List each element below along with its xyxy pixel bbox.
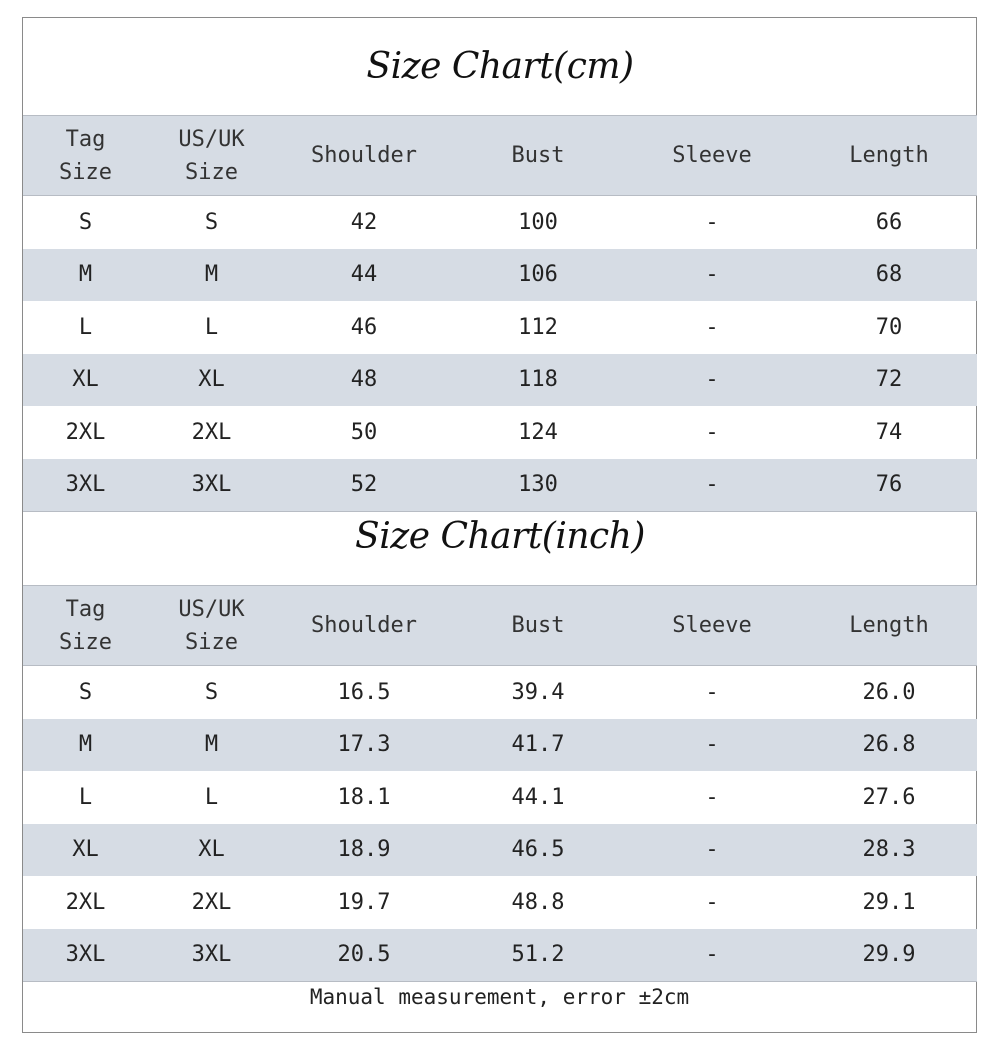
table-row bbox=[23, 354, 977, 407]
shoulder-cell: 18.1 bbox=[337, 784, 391, 810]
sleeve-cell: - bbox=[705, 419, 719, 445]
table-row bbox=[23, 459, 977, 512]
table-header-row bbox=[23, 116, 977, 196]
inch-size-table bbox=[23, 585, 977, 982]
tag-size-cell: M bbox=[23, 719, 148, 772]
bust-cell: 130 bbox=[453, 459, 623, 512]
header-sleeve: Sleeve bbox=[623, 116, 801, 196]
tag-size-cell: L bbox=[78, 314, 93, 340]
length-cell: 76 bbox=[801, 459, 977, 512]
us-uk-size-cell: L bbox=[204, 314, 219, 340]
header-shoulder: Shoulder bbox=[275, 116, 453, 196]
header-bust: Bust bbox=[453, 116, 623, 196]
tag-size-cell: M bbox=[23, 249, 148, 302]
tag-size-cell: 3XL bbox=[23, 459, 148, 512]
us-uk-size-cell: XL bbox=[148, 824, 275, 877]
table-row bbox=[23, 824, 977, 877]
length-cell: 68 bbox=[801, 249, 977, 302]
length-cell: 72 bbox=[801, 354, 977, 407]
shoulder-cell: 42 bbox=[350, 209, 378, 235]
tag-size-cell: S bbox=[78, 679, 93, 705]
length-cell: 66 bbox=[875, 209, 903, 235]
table-row bbox=[23, 196, 977, 249]
us-uk-size-cell: S bbox=[204, 679, 219, 705]
sleeve-cell: - bbox=[623, 354, 801, 407]
header-us-uk-size: US/UK Size bbox=[148, 116, 275, 196]
shoulder-cell: 18.9 bbox=[275, 824, 453, 877]
us-uk-size-cell: 2XL bbox=[191, 889, 232, 915]
tag-size-cell: 2XL bbox=[65, 889, 106, 915]
sleeve-cell: - bbox=[623, 824, 801, 877]
shoulder-cell: 48 bbox=[275, 354, 453, 407]
cm-chart-title: Size Chart(cm) bbox=[366, 46, 634, 87]
us-uk-size-cell: S bbox=[204, 209, 219, 235]
sleeve-cell: - bbox=[705, 314, 719, 340]
shoulder-cell: 17.3 bbox=[275, 719, 453, 772]
inch-chart-title: Size Chart(inch) bbox=[355, 516, 645, 557]
cm-size-table bbox=[23, 115, 977, 512]
sleeve-cell: - bbox=[705, 209, 719, 235]
sleeve-cell: - bbox=[705, 679, 719, 705]
table-row bbox=[23, 719, 977, 772]
table-row bbox=[23, 406, 977, 459]
length-cell: 26.8 bbox=[801, 719, 977, 772]
tag-size-cell: 2XL bbox=[65, 419, 106, 445]
length-cell: 29.9 bbox=[801, 929, 977, 982]
bust-cell: 100 bbox=[518, 209, 558, 235]
shoulder-cell: 16.5 bbox=[337, 679, 391, 705]
us-uk-size-cell: 3XL bbox=[148, 929, 275, 982]
shoulder-cell: 50 bbox=[350, 419, 378, 445]
sleeve-cell: - bbox=[623, 929, 801, 982]
header-us-uk-size: US/UK Size bbox=[148, 586, 275, 666]
us-uk-size-cell: M bbox=[148, 719, 275, 772]
sleeve-cell: - bbox=[705, 889, 719, 915]
length-cell: 70 bbox=[875, 314, 903, 340]
bust-cell: 44.1 bbox=[511, 784, 565, 810]
tag-size-cell: XL bbox=[23, 824, 148, 877]
us-uk-size-cell: 2XL bbox=[191, 419, 232, 445]
table-row bbox=[23, 876, 977, 929]
length-cell: 26.0 bbox=[862, 679, 916, 705]
length-cell: 74 bbox=[875, 419, 903, 445]
table-header-row bbox=[23, 586, 977, 666]
tag-size-cell: XL bbox=[23, 354, 148, 407]
tag-size-cell: S bbox=[78, 209, 93, 235]
shoulder-cell: 20.5 bbox=[275, 929, 453, 982]
sleeve-cell: - bbox=[623, 459, 801, 512]
shoulder-cell: 46 bbox=[350, 314, 378, 340]
table-row bbox=[23, 301, 977, 354]
us-uk-size-cell: XL bbox=[148, 354, 275, 407]
header-length: Length bbox=[801, 116, 977, 196]
header-tag-size: Tag Size bbox=[23, 116, 148, 196]
bust-cell: 51.2 bbox=[453, 929, 623, 982]
tag-size-cell: L bbox=[78, 784, 93, 810]
length-cell: 29.1 bbox=[862, 889, 916, 915]
header-shoulder: Shoulder bbox=[275, 586, 453, 666]
header-bust: Bust bbox=[453, 586, 623, 666]
sleeve-cell: - bbox=[623, 719, 801, 772]
header-length: Length bbox=[801, 586, 977, 666]
table-row bbox=[23, 249, 977, 302]
bust-cell: 39.4 bbox=[511, 679, 565, 705]
sleeve-cell: - bbox=[705, 784, 719, 810]
table-row bbox=[23, 666, 977, 719]
table-row bbox=[23, 771, 977, 824]
bust-cell: 46.5 bbox=[453, 824, 623, 877]
measurement-note: Manual measurement, error ±2cm bbox=[309, 985, 690, 1009]
table-row bbox=[23, 929, 977, 982]
us-uk-size-cell: L bbox=[204, 784, 219, 810]
tag-size-cell: 3XL bbox=[23, 929, 148, 982]
length-cell: 27.6 bbox=[862, 784, 916, 810]
bust-cell: 112 bbox=[518, 314, 558, 340]
us-uk-size-cell: M bbox=[148, 249, 275, 302]
length-cell: 28.3 bbox=[801, 824, 977, 877]
bust-cell: 124 bbox=[518, 419, 558, 445]
header-sleeve: Sleeve bbox=[623, 586, 801, 666]
shoulder-cell: 52 bbox=[275, 459, 453, 512]
shoulder-cell: 19.7 bbox=[337, 889, 391, 915]
header-tag-size: Tag Size bbox=[23, 586, 148, 666]
us-uk-size-cell: 3XL bbox=[148, 459, 275, 512]
bust-cell: 118 bbox=[453, 354, 623, 407]
bust-cell: 48.8 bbox=[511, 889, 565, 915]
sleeve-cell: - bbox=[623, 249, 801, 302]
bust-cell: 41.7 bbox=[453, 719, 623, 772]
bust-cell: 106 bbox=[453, 249, 623, 302]
shoulder-cell: 44 bbox=[275, 249, 453, 302]
